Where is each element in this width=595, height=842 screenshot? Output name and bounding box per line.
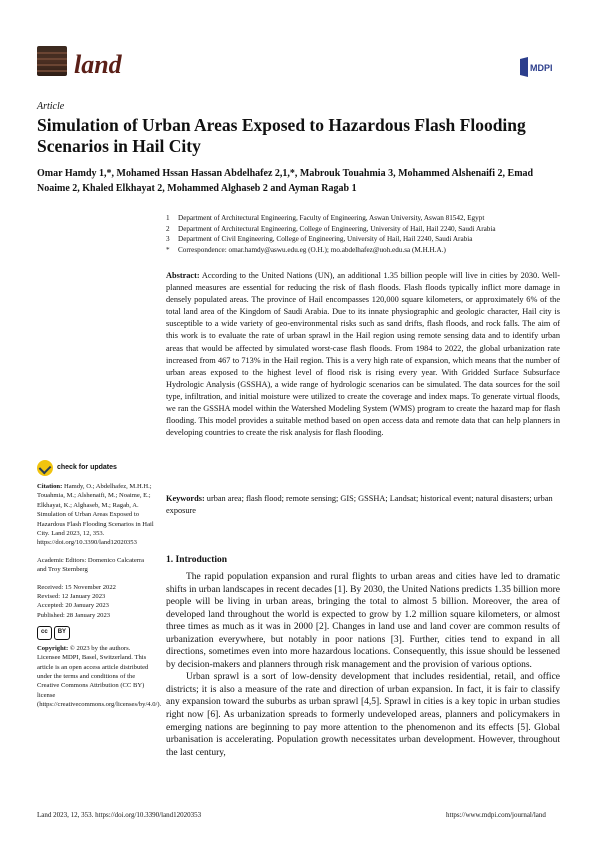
- author-list: Omar Hamdy 1,*, Mohamed Hssan Hassan Abdelhafez 2,1,*, Mabrouk Touahmia 3, Mohammed Alshenaifi 2, Emad Noaime 2, Khaled Elkhayat 2, Mohammed Alghaseb 2 and Ayman Ragab 1: [37, 168, 534, 194]
- mdpi-logo: [516, 57, 554, 77]
- article-type: Article: [37, 101, 65, 112]
- correspondence: * Correspondence: omar.hamdy@aswu.edu.eg (O.H.); mo.abdelhafez@uoh.edu.sa (M.H.H.A.): [166, 245, 446, 254]
- paragraph-2: Urban sprawl is a sort of low-density development that includes residential, retail, and office districts; it is also a measure of the rate and direction of urban expansion. In fact, it is fair to classify any expansion toward the suburbs as urban sprawl [4,5]. Sprawl in cities is a key topic in urban studies right now [6]. As urbanization spreads to formerly undeveloped areas, planners and policymakers in emerging nations are beginning to pay more attention to the phenomenon and its effects [5]. Global urbanisation is accelerating. Population growth necessitates urban development. However, throughout the last century,: [166, 672, 560, 758]
- check-for-updates-button[interactable]: check for updates: [37, 460, 155, 476]
- journal-name: land: [74, 50, 122, 79]
- paper-title: Simulation of Urban Areas Exposed to Hazardous Flash Flooding Scenarios in Hail City: [37, 115, 526, 156]
- published-date: Published: 28 January 2023: [37, 611, 111, 619]
- copyright: Copyright: © 2023 by the authors. Licensee MDPI, Basel, Switzerland. This article is an open access article distributed under the terms and conditions of the Creative Commons Attribution (CC BY) license (https://creativecommons.org/licenses/by/4.0/).: [37, 644, 162, 709]
- journal-logo: [37, 46, 67, 76]
- section-heading: 1. Introduction: [166, 555, 228, 565]
- keywords: Keywords: urban area; flash flood; remote sensing; GIS; GSSHA; Landsat; historical event; natural disasters; urban exposure: [166, 494, 553, 516]
- affiliation-1: 1 Department of Architectural Engineering, Faculty of Engineering, Aswan University, Aswan 81542, Egypt: [166, 214, 485, 222]
- citation: Citation: Hamdy, O.; Abdelhafez, M.H.H.; Touahmia, M.; Alshenaifi, M.; Noaime, E.; Elkhayat, K.; Alghaseb, M.; Ragab, A. Simulation of Urban Areas Exposed to Hazardous Flash Flooding Scenarios in Hail City. Land 2023, 12, 353. https://doi.org/10.3390/land12020353: [37, 483, 154, 547]
- received-date: Received: 15 November 2022: [37, 583, 116, 591]
- sidebar: [37, 460, 162, 710]
- academic-editors: Academic Editors: Domenico Calcaterra and Troy Sternberg: [37, 556, 145, 574]
- svg-text:MDPI: MDPI: [530, 63, 553, 73]
- check-icon: [37, 460, 53, 476]
- cc-by-badge[interactable]: cc BY: [37, 626, 155, 639]
- accepted-date: Accepted: 20 January 2023: [37, 602, 109, 610]
- affiliations: [166, 213, 566, 255]
- revised-date: Revised: 12 January 2023: [37, 593, 106, 601]
- body-text: [166, 571, 560, 759]
- footer-citation: Land 2023, 12, 353. https://doi.org/10.3390/land12020353: [37, 811, 202, 819]
- affiliation-3: 3 Department of Civil Engineering, College of Engineering, University of Hail, Hail 2240, Saudi Arabia: [166, 235, 473, 243]
- footer-link[interactable]: https://www.mdpi.com/journal/land: [446, 811, 546, 819]
- affiliation-2: 2 Department of Architectural Engineering, College of Engineering, University of Hail, Hail 2240, Saudi Arabia: [166, 224, 496, 233]
- paragraph-1: The rapid population expansion and rural flights to urban areas and cities have led to dramatic shifts in urban landscapes in recent decades [1]. By 2030, the United Nations predicts 1.35 billion more people will be living in urban areas, bringing the total to almost 5 billion. Moreover, the area of developed land throughout the world is expected to grow by 1.2 million square kilometers, or almost three times as much as it was in 2000 [2]. Changes in land use and land cover are common results of urbanization everywhere, but notably in poor nations [3]. Further, cities tend to expand in all directions, sometimes even into more hazardous locations. Consequently, this issue should be lessened by decision-makers and planners through risk management and the provision of various options.: [166, 572, 560, 670]
- abstract: Abstract: According to the United Nations (UN), an additional 1.35 billion people will live in cities by 2030. Well-planned measures are essential for reducing the risk of flash floods. Flash floods typically inflict more damage in densely populated areas. The province of Hail encompasses 120,000 square kilometers, or approximately 6% of the total land area of the Kingdom of Saudi Arabia. Due to its innate physiographic and geologic character, Hail city is susceptible to a wide variety of geo-environmental risks such as sand drifts, flash floods, and rock falls. The aim of this work is to evaluate the rate of urban sprawl in the Hail region using remote sensing data and to identify urban areas that would be affected by simulated worst-case flash floods. From 1984 to 2022, the global urbanization rate increased from 467 to 713% in the Hail region. This is a very high rate of expansion, which means that the number of urban areas exposed to the highest level of flood risk is rising every year. With Gridded Surface Subsurface Hydrologic Analysis (GSSHA), a wide range of hydrologic scenarios can be simulated. The data sources for the soil type, infiltration, and initial moisture were utilized to create the coverage and index maps. To generate virtual floods, we ran the GSSHA model within the Watershed Modeling System (WMS) program to create the hazard map for flash flooding. This model provides a suitable method based on open access data and remote data that can help planners in developing countries to create the risk analysis for flash flooding.: [166, 271, 560, 438]
